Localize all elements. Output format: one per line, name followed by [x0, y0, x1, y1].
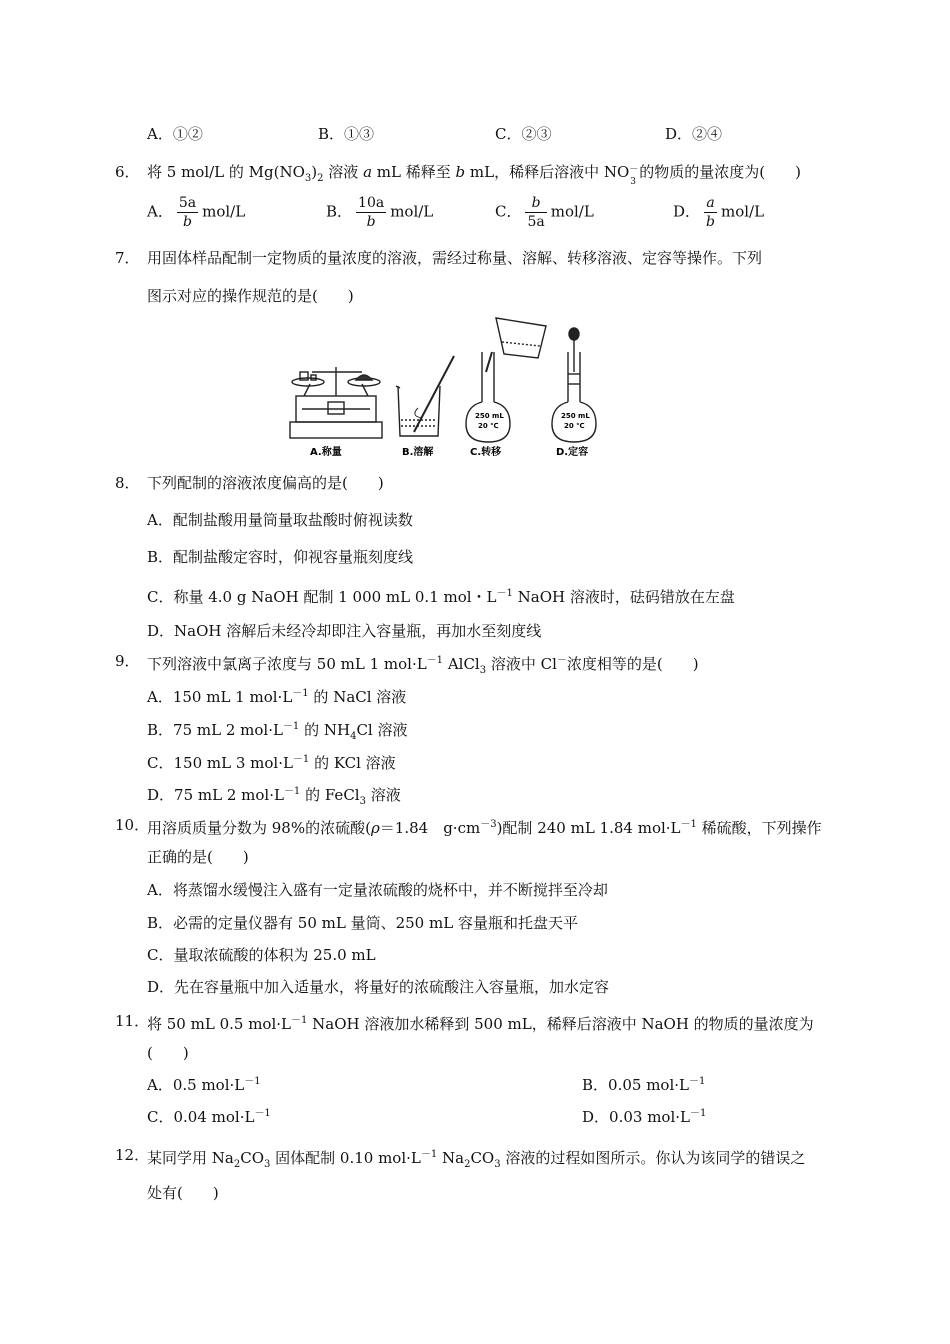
caption-b: B.溶解 [402, 447, 434, 458]
q11-option-a: A．0.5 $mol\cdot L^{-1}$ [147, 1076, 261, 1094]
q9-option-c: C．150 mL 3 $mol\cdot L^{-1}$ 的 KCl 溶液 [147, 754, 396, 772]
q6-option-b: B． $\frac{10a}{b}$ mol/L [326, 195, 434, 230]
q8-option-d: D．NaOH 溶解后未经冷却即注入容量瓶，再加水至刻度线 [147, 622, 542, 640]
caption-a: A.称量 [310, 447, 342, 458]
q12-line2: 处有( ) [147, 1184, 219, 1202]
q10-number: 10． [115, 816, 150, 834]
q10-stem: 用溶质质量分数为 98%的浓硫酸(ρ＝1.84 $g\cdot cm^{-3}$)配制 240 mL 1.84 $mol\cdot L^{-1}$ 稀硫酸，下列操作 [147, 819, 822, 837]
q5-option-a: A．①② [147, 125, 203, 143]
q6-number: 6． [115, 163, 140, 181]
svg-text:250 mL: 250 mL [475, 412, 504, 420]
svg-text:20 ℃: 20 ℃ [478, 422, 499, 430]
q10-option-d: D．先在容量瓶中加入适量水，将量好的浓硫酸注入容量瓶，加水定容 [147, 978, 610, 996]
q5-option-c: C．②③ [495, 125, 552, 143]
q10-option-a: A．将蒸馏水缓慢注入盛有一定量浓硫酸的烧杯中，并不断搅拌至冷却 [147, 881, 608, 899]
q9-option-b: B．75 mL 2 $mol\cdot L^{-1}$ 的 $NH_4Cl$ 溶液 [147, 721, 408, 742]
q10-option-c: C．量取浓硫酸的体积为 25.0 mL [147, 946, 376, 964]
q12-number: 12． [115, 1146, 150, 1164]
q6-option-c: C． $\frac{b}{5a}$ mol/L [495, 195, 594, 230]
q7-line2: 图示对应的操作规范的是( ) [147, 287, 354, 305]
q5-option-d: D．②④ [665, 125, 723, 143]
q8-option-b: B．配制盐酸定容时，仰视容量瓶刻度线 [147, 548, 414, 566]
q9-number: 9． [115, 652, 140, 670]
q7-line1: 用固体样品配制一定物质的量浓度的溶液，需经过称量、溶解、转移溶液、定容等操作。下列 [147, 249, 763, 267]
q6-option-a: A． $\frac{5a}{b}$ mol/L [147, 195, 246, 230]
q10-option-b: B．必需的定量仪器有 50 mL 量筒、250 mL 容量瓶和托盘天平 [147, 914, 578, 932]
q7-figure [282, 312, 612, 462]
q11-number: 11． [115, 1012, 150, 1030]
q11-option-d: D．0.03 $mol\cdot L^{-1}$ [582, 1108, 707, 1126]
q9-option-d: D．75 mL 2 $mol\cdot L^{-1}$ 的 FeCl$_3$ 溶液 [147, 786, 401, 807]
q11-option-b: B．0.05 $mol\cdot L^{-1}$ [582, 1076, 706, 1094]
caption-c: C.转移 [470, 447, 502, 458]
q12-stem: 某同学用 $Na_2CO_3$ 固体配制 0.10 $mol\cdot L^{-1}$ $Na_2CO_3$ 溶液的过程如图所示。你认为该同学的错误之 [147, 1149, 806, 1170]
q7-number: 7． [115, 249, 140, 267]
q11-option-c: C．0.04 $mol\cdot L^{-1}$ [147, 1108, 271, 1126]
beaker-icon [396, 356, 454, 436]
q8-stem: 下列配制的溶液浓度偏高的是( ) [147, 474, 384, 492]
q8-option-a: A．配制盐酸用量筒量取盐酸时俯视读数 [147, 511, 413, 529]
balance-icon [290, 367, 382, 438]
svg-text:20 ℃: 20 ℃ [564, 422, 585, 430]
q5-option-b: B．①③ [318, 125, 375, 143]
q6-option-d: D． $\frac{a}{b}$ mol/L [673, 195, 765, 230]
q10-line2: 正确的是( ) [147, 848, 249, 866]
q9-stem: 下列溶液中氯离子浓度与 50 mL 1 $mol\cdot L^{-1}$ AlCl$_3$ 溶液中 Cl－浓度相等的是( ) [147, 655, 699, 676]
svg-text:250 mL: 250 mL [561, 412, 590, 420]
q11-line2: ( ) [147, 1044, 189, 1062]
caption-d: D.定容 [556, 447, 589, 458]
q6-stem: 将 5 mol/L 的 $Mg(NO_3)_2$ 溶液 a mL 稀释至 b mL，稀释后溶液中 NO － 3 的物质的量浓度为( ) [147, 163, 802, 187]
q8-number: 8． [115, 474, 140, 492]
q11-stem: 将 50 mL 0.5 $mol\cdot L^{-1}$ NaOH 溶液加水稀释到 500 mL，稀释后溶液中 NaOH 的物质的量浓度为 [147, 1015, 814, 1033]
q8-option-c: C．称量 4.0 g NaOH 配制 1 000 mL 0.1 mol・$L^{-1}$ NaOH 溶液时，砝码错放在左盘 [147, 588, 735, 606]
q9-option-a: A．150 mL 1 $mol\cdot L^{-1}$ 的 NaCl 溶液 [147, 688, 407, 706]
